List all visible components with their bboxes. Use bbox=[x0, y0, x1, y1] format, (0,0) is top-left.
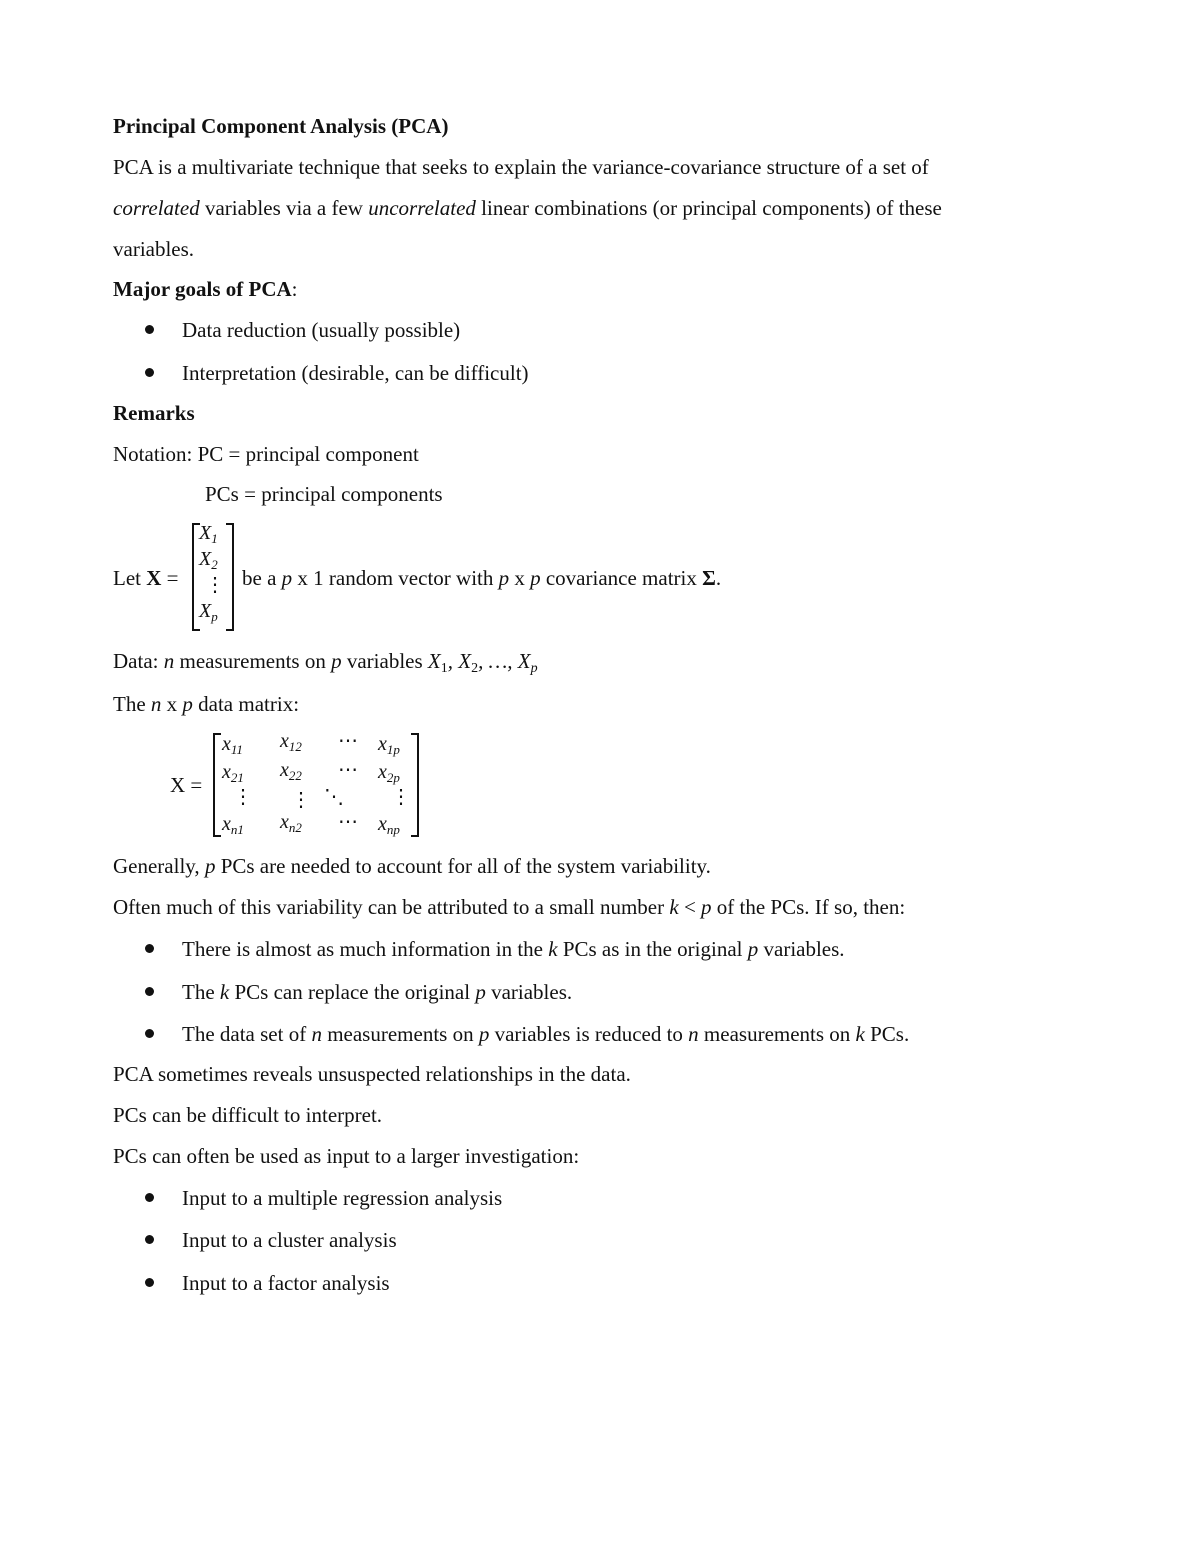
cell-x: x bbox=[280, 759, 289, 781]
p-var: p bbox=[182, 692, 193, 716]
closing-line-1: PCA sometimes reveals unsuspected relationships in the data. bbox=[113, 1062, 631, 1086]
n-var: n bbox=[163, 649, 175, 673]
cell-sub: n1 bbox=[230, 822, 244, 837]
matrix-lhs: X = bbox=[170, 773, 203, 797]
p-var: p bbox=[475, 980, 486, 1004]
matrix-cell bbox=[222, 733, 243, 755]
let-description bbox=[242, 565, 721, 591]
matrix-vdots: ⋮ bbox=[291, 789, 311, 811]
k-var: k bbox=[855, 1022, 865, 1046]
info-bullet-2 bbox=[182, 979, 572, 1005]
o-text: of the PCs. If so, then: bbox=[711, 895, 906, 919]
k-var: k bbox=[548, 937, 558, 961]
cell-x: x bbox=[378, 813, 387, 835]
vector-entry-1 bbox=[199, 522, 218, 544]
matrix-cdots: ⋯ bbox=[338, 759, 358, 781]
matrix-cell bbox=[280, 759, 302, 781]
bullet-icon bbox=[145, 944, 154, 953]
let-text: be a bbox=[242, 566, 282, 590]
info-bullet-3 bbox=[182, 1021, 909, 1047]
b-text: PCs. bbox=[864, 1022, 910, 1046]
let-word: Let bbox=[113, 566, 147, 590]
cell-x: x bbox=[280, 730, 289, 752]
generally-line bbox=[113, 853, 711, 879]
matrix-intro bbox=[113, 691, 299, 717]
k-var: k bbox=[219, 980, 230, 1004]
bullet-icon bbox=[145, 1029, 154, 1038]
let-text: covariance matrix bbox=[540, 566, 703, 590]
x-sub: p bbox=[530, 661, 538, 676]
cell-sub: 21 bbox=[230, 770, 244, 785]
intro-line-2 bbox=[113, 195, 942, 221]
data-text: Data: bbox=[113, 649, 164, 673]
goal-item: Data reduction (usually possible) bbox=[182, 318, 461, 342]
vec-x: X bbox=[199, 522, 212, 544]
remarks-heading: Remarks bbox=[113, 401, 195, 425]
let-text: x 1 random vector with bbox=[292, 566, 499, 590]
b-text: PCs can replace the original bbox=[229, 980, 476, 1004]
input-item: Input to a factor analysis bbox=[182, 1271, 390, 1295]
intro-line-3: variables. bbox=[113, 237, 195, 261]
often-line bbox=[113, 894, 905, 920]
matrix-cell bbox=[280, 730, 302, 752]
vec-sub: 1 bbox=[211, 531, 218, 546]
p-var: p bbox=[747, 937, 759, 961]
b-text: variables is reduced to bbox=[489, 1022, 689, 1046]
mi-text: x bbox=[161, 692, 183, 716]
matrix-cell bbox=[378, 733, 400, 755]
b-text: variables. bbox=[485, 980, 573, 1004]
goals-colon: : bbox=[291, 277, 298, 301]
matrix-cell bbox=[222, 761, 244, 783]
data-text: measurements on bbox=[174, 649, 332, 673]
goals-heading bbox=[113, 276, 298, 302]
k-var: k bbox=[669, 895, 679, 919]
o-text: < bbox=[678, 895, 702, 919]
goal-item: Interpretation (desirable, can be difficult) bbox=[182, 361, 529, 385]
n-var: n bbox=[688, 1022, 699, 1046]
p-var: p bbox=[701, 895, 712, 919]
sigma-symbol: Σ bbox=[702, 566, 716, 590]
bold-x: X bbox=[146, 566, 162, 590]
data-line bbox=[113, 648, 538, 674]
cell-x: x bbox=[280, 811, 289, 833]
cell-sub: 2p bbox=[386, 770, 400, 785]
bullet-icon bbox=[145, 987, 154, 996]
notation-line-1: Notation: PC = principal component bbox=[113, 442, 419, 466]
cell-sub: n2 bbox=[288, 820, 302, 835]
cell-sub: 12 bbox=[288, 739, 302, 754]
x-var: X bbox=[427, 649, 441, 673]
goals-heading-text: Major goals of PCA bbox=[113, 277, 292, 301]
bullet-icon bbox=[145, 1278, 154, 1287]
input-item: Input to a cluster analysis bbox=[182, 1228, 397, 1252]
let-prefix bbox=[113, 565, 179, 591]
bullet-icon bbox=[145, 325, 154, 334]
page-title: Principal Component Analysis (PCA) bbox=[113, 114, 449, 138]
cell-x: x bbox=[378, 761, 387, 783]
cell-x: x bbox=[222, 733, 231, 755]
matrix-right-bracket bbox=[411, 733, 419, 837]
g-text: PCs are needed to account for all of the system variability. bbox=[215, 854, 711, 878]
mi-text: data matrix: bbox=[192, 692, 300, 716]
cell-x: x bbox=[222, 761, 231, 783]
data-text: variables bbox=[341, 649, 428, 673]
x-var: , …, X bbox=[478, 649, 531, 673]
b-text: measurements on bbox=[698, 1022, 856, 1046]
matrix-cell bbox=[378, 813, 400, 835]
p-var: p bbox=[498, 566, 510, 590]
x-sub: 2 bbox=[471, 661, 479, 676]
vec-sub: 2 bbox=[211, 557, 218, 572]
g-text: Generally, bbox=[113, 854, 205, 878]
cell-x: x bbox=[222, 813, 231, 835]
closing-line-2: PCs can be difficult to interpret. bbox=[113, 1103, 383, 1127]
cell-sub: 11 bbox=[230, 742, 243, 757]
vec-x: X bbox=[199, 600, 212, 622]
matrix-left-bracket bbox=[213, 733, 221, 837]
cell-x: x bbox=[378, 733, 387, 755]
input-item: Input to a multiple regression analysis bbox=[182, 1186, 503, 1210]
x-var: , X bbox=[447, 649, 472, 673]
uncorrelated-term: uncorrelated bbox=[368, 196, 476, 220]
n-var: n bbox=[311, 1022, 322, 1046]
b-text: measurements on bbox=[321, 1022, 479, 1046]
p-var: p bbox=[331, 649, 342, 673]
cell-sub: 22 bbox=[288, 768, 302, 783]
p-var: p bbox=[530, 566, 541, 590]
vec-sub: p bbox=[211, 609, 218, 624]
vector-entry-p bbox=[199, 600, 218, 622]
info-bullet-1 bbox=[182, 936, 845, 962]
matrix-vdots: ⋮ bbox=[391, 786, 411, 808]
let-equals: = bbox=[161, 566, 179, 590]
bullet-icon bbox=[145, 1193, 154, 1202]
p-var: p bbox=[478, 1022, 490, 1046]
intro-text-2d: linear combinations (or principal components) of these bbox=[475, 196, 942, 220]
p-var: p bbox=[204, 854, 216, 878]
vector-entry-2 bbox=[199, 548, 218, 570]
let-period: . bbox=[715, 566, 722, 590]
o-text: Often much of this variability can be attributed to a small number bbox=[113, 895, 670, 919]
b-text: The data set of bbox=[182, 1022, 312, 1046]
notation-line-2: PCs = principal components bbox=[205, 482, 443, 506]
matrix-cdots: ⋯ bbox=[338, 730, 358, 752]
matrix-cell bbox=[280, 811, 302, 833]
cell-sub: np bbox=[386, 822, 400, 837]
vector-right-bracket bbox=[226, 523, 234, 631]
vector-vdots: ⋮ bbox=[205, 574, 225, 596]
let-text: x bbox=[509, 566, 531, 590]
p-var: p bbox=[281, 566, 293, 590]
bullet-icon bbox=[145, 1235, 154, 1244]
vec-x: X bbox=[199, 548, 212, 570]
matrix-vdots: ⋮ bbox=[233, 786, 253, 808]
matrix-cdots: ⋯ bbox=[338, 811, 358, 833]
n-var: n bbox=[150, 692, 162, 716]
closing-line-3: PCs can often be used as input to a larger investigation: bbox=[113, 1144, 580, 1168]
correlated-term: correlated bbox=[113, 196, 200, 220]
bullet-icon bbox=[145, 368, 154, 377]
matrix-ddots: ⋱ bbox=[324, 786, 344, 808]
intro-line-1: PCA is a multivariate technique that seeks to explain the variance-covariance structure of a set of bbox=[113, 155, 929, 179]
x-sub: 1 bbox=[440, 661, 448, 676]
b-text: PCs as in the original bbox=[557, 937, 748, 961]
cell-sub: 1p bbox=[386, 742, 400, 757]
matrix-cell bbox=[222, 813, 244, 835]
b-text: The bbox=[182, 980, 220, 1004]
intro-text-2b: variables via a few bbox=[199, 196, 369, 220]
matrix-cell bbox=[378, 761, 400, 783]
b-text: variables. bbox=[758, 937, 845, 961]
b-text: There is almost as much information in the bbox=[182, 937, 549, 961]
mi-text: The bbox=[113, 692, 151, 716]
